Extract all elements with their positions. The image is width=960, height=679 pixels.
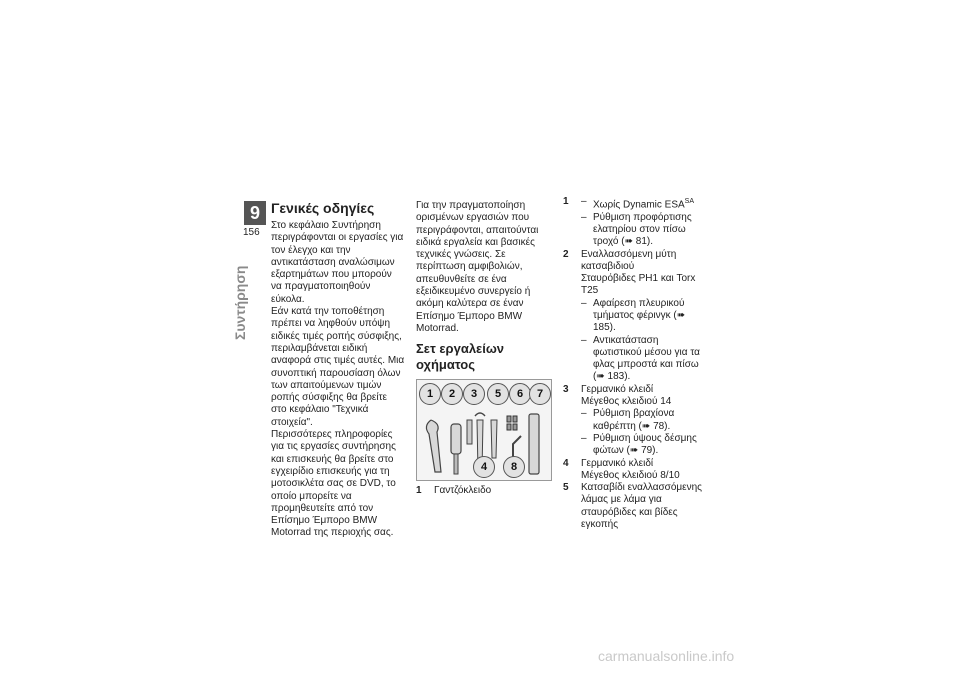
item-number: 5 [563,482,569,494]
sub-item: – Αφαίρεση πλευρικού τμήματος φέρινγκ (➠ 185). [581,297,686,334]
arrow-icon: ➠ [596,371,605,383]
watermark: carmanualsonline.info [598,648,735,664]
column-tool-list [563,196,703,531]
item-number: 2 [563,248,569,260]
list-item [563,196,703,249]
figure-label: 7 [529,383,551,405]
column-general-instructions [271,200,405,540]
arrow-icon: ➠ [676,310,686,321]
paragraph: Στο κεφάλαιο Συντήρηση περιγράφονται οι εργασίες για τον έλεγχο και την αντικατάσταση αναλώσιμων εξαρτημάτων που μπορούν να πραγματοποιηθούν εύκολα. [271,220,404,305]
list-item: 5 Κατσαβίδι εναλλασσόμενης λάμας με λάμα για σταυρόβιδες και βίδες εγκοπής [563,482,703,531]
arrow-icon: ➠ [624,236,633,248]
sub-item: – Ρύθμιση προφόρτισης ελατηρίου στον πίσω τροχό (➠ 81). [581,211,692,248]
chapter-number-badge [244,201,266,225]
caption-number: 1 [416,485,422,497]
section-heading-general: Γενικές οδηγίες [271,200,375,216]
sub-item: – Αντικατάσταση φωτιστικού μέσου για τα φλας μπροστά και πίσω (➠ 183). [581,334,700,383]
figure-label: 4 [473,456,495,478]
chapter-number: 9 [249,202,260,223]
sub-item: – Ρύθμιση βραχίονα καθρέπτη (➠ 78). [581,408,675,432]
page-number: 156 [243,227,260,238]
column-tool-kit [416,200,551,498]
chapter-side-title: Συντήρηση [232,265,248,340]
item-number: 1 [563,196,569,207]
sub-item: – Χωρίς Dynamic $ESA^{SA}$ [581,196,695,211]
figure-label: 5 [487,383,509,405]
paragraph: Εάν κατά την τοποθέτηση πρέπει να ληφθούν υπόψη ειδικές τιμές ροπής σύσφιξης, περιλαμβάνεται ειδική αναφορά στις τιμές αυτές. Μια συνοπτική παρουσίαση όλων των απαιτούμενων τιμών ροπής σύσφιξης θα βρείτε στο κεφάλαιο "Τεχνικά στοιχεία". [271,306,405,428]
item-number: 4 [563,457,569,469]
caption-text: Γαντζόκλειδο [434,485,492,497]
paragraph: Για την πραγματοποίηση ορισμένων εργασιών που περιγράφονται, απαιτούνται ειδικά εργαλεία και βασικές τεχνικές γνώσεις. Σε περίπτωση αμφιβολιών, απευθυνθείτε σε ένα εξειδικευμένο συνεργείο ή ακόμη καλύτερα σε έναν Επίσημο Έμπορο BMW Motorrad. [416,200,539,334]
sub-item: – Ρύθμιση ύψους δέσμης φώτων (➠ 79). [581,432,697,457]
figure-label: 8 [503,456,525,478]
paragraph: Περισσότερες πληροφορίες για τις εργασίες συντήρησης και επισκευής θα βρείτε στο εγχειρίδιο επισκευής για τη μοτοσικλέτα σας σε DVD, το οποίο μπορείτε να προμηθευτείτε από τον Επίσημο Έμπορο BMW Motorrad της περιοχής σας. [271,429,396,539]
figure-label: 1 [419,383,441,405]
list-item: 3 Γερμανικό κλειδί Μέγεθος κλειδιού 14 – Ρύθμιση βραχίονα καθρέπτη (➠ 78). – Ρύθμιση ύψους δέσμης φώτων (➠ 79). [563,384,703,458]
item-number: 3 [563,383,569,395]
section-heading-tool-kit: Σετ εργαλείων οχήματος [416,341,505,373]
list-item: 4 Γερμανικό κλειδί Μέγεθος κλειδιού 8/10 [563,457,680,481]
tool-kit-figure [416,379,552,481]
arrow-icon: ➠ [641,420,651,432]
figure-label: 6 [509,383,531,405]
figure-caption [416,485,551,497]
list-item: 2 Εναλλασσόμενη μύτη κατσαβιδιού Σταυρόβιδες PH1 και Torx T25 – Αφαίρεση πλευρικού τμήματος φέρινγκ (➠ 185). – Αντικατάσταση φωτιστικού μέσου για τα φλας μπροστά και πίσω (➠ 183). [563,249,703,384]
arrow-icon: ➠ [629,445,639,457]
figure-label: 3 [463,383,485,405]
figure-label: 2 [441,383,463,405]
